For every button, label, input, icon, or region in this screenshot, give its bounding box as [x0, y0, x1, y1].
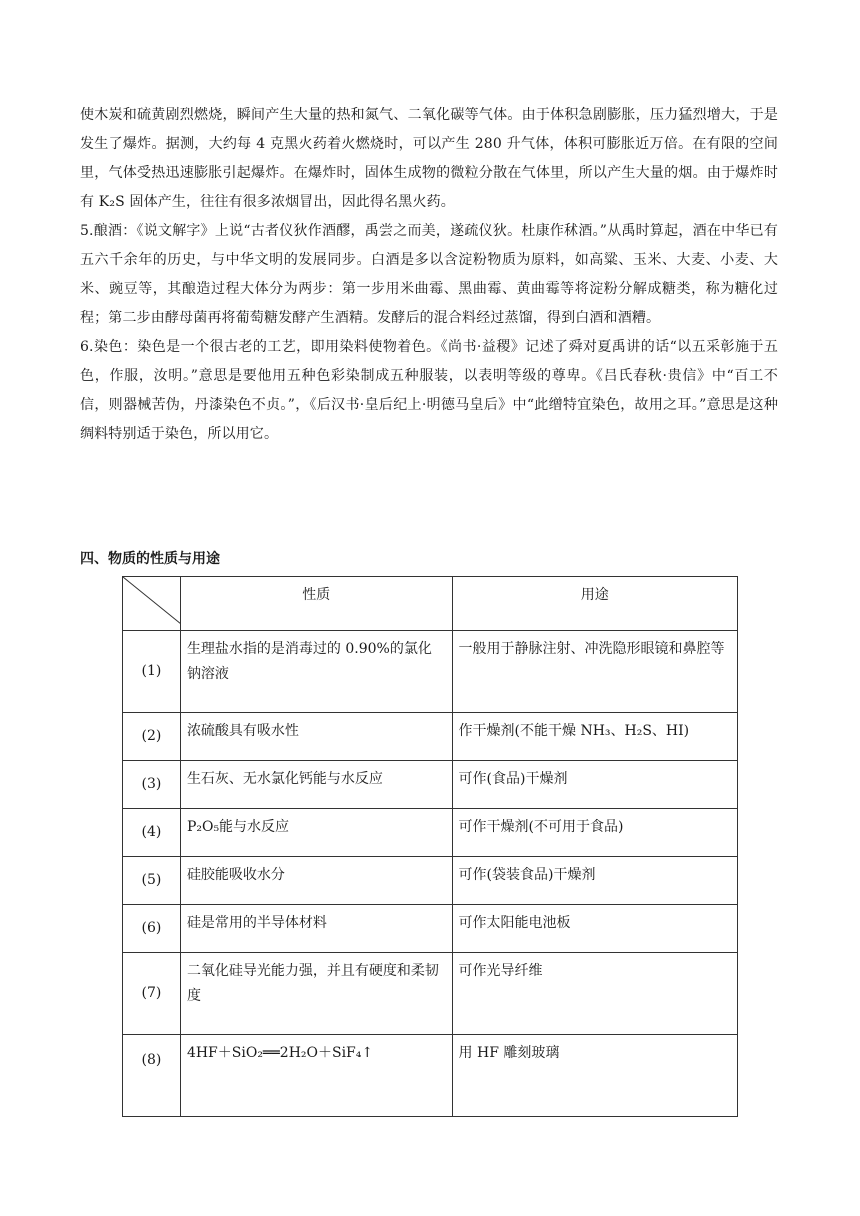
row-use [452, 857, 737, 905]
body-text [80, 101, 778, 449]
property-text: 硅胶能吸收水分 [186, 867, 285, 883]
table-row [123, 809, 738, 857]
row-use [452, 953, 737, 1035]
row-index-text: (8) [141, 1051, 162, 1068]
row-use [452, 631, 737, 713]
header-use: 用途 [452, 577, 737, 631]
use-text: 可作光导纤维 [458, 963, 543, 979]
row-index: (5) [123, 857, 181, 905]
table-row [123, 905, 738, 953]
table-row [123, 713, 738, 761]
property-text: 4HF＋SiO₂══2H₂O＋SiF₄↑ [186, 1045, 374, 1061]
diagonal-corner-cell [123, 577, 181, 631]
row-use [452, 905, 737, 953]
header-property: 性质 [180, 577, 452, 631]
property-text: 硅是常用的半导体材料 [186, 915, 327, 931]
use-text: 可作(袋装食品)干燥剂 [458, 867, 596, 883]
property-text: 二氧化硅导光能力强，并且有硬度和柔韧度 [186, 963, 439, 1004]
property-text: 浓硫酸具有吸水性 [186, 723, 299, 739]
row-use [452, 1035, 737, 1117]
use-text: 一般用于静脉注射、冲洗隐形眼镜和鼻腔等 [458, 641, 725, 657]
section-heading: 四、物质的性质与用途 [80, 551, 220, 567]
row-property [180, 953, 452, 1035]
row-index: (7) [123, 953, 181, 1035]
table-row [123, 1035, 738, 1117]
properties-uses-table [122, 576, 738, 1117]
row-property [180, 713, 452, 761]
row-use [452, 761, 737, 809]
paragraph-dyeing: 6.染色：染色是一个很古老的工艺，即用染料使物着色。《尚书·益稷》记述了舜对夏禹讲的话“以五采彰施于五色，作服，汝明。”意思是要他用五种色彩染制成五种服装，以表明等级的尊卑。《吕氏春秋·贵信》中“百工不信，则器械苦伪，丹漆染色不贞。”，《后汉书·皇后纪上·明德马皇后》中“此缯特宜染色，故用之耳。”意思是这种绸料特别适于染色，所以用它。 [80, 339, 778, 442]
table-row [123, 631, 738, 713]
row-index: (1) [123, 631, 181, 713]
paragraph-gunpowder: 使木炭和硫黄剧烈燃烧，瞬间产生大量的热和氮气、二氧化碳等气体。由于体积急剧膨胀，压力猛烈增大，于是发生了爆炸。据测，大约每 4 克黑火药着火燃烧时，可以产生 280 升气体，体积可膨胀近万倍。在有限的空间里，气体受热迅速膨胀引起爆炸。在爆炸时，固体生成物的微粒分散在气体里，所以产生大量的烟。由于爆炸时有 K₂S 固体产生，往往有很多浓烟冒出，因此得名黑火药。 [80, 107, 778, 210]
table-row [123, 857, 738, 905]
row-property [180, 631, 452, 713]
row-property [180, 857, 452, 905]
paragraph-brewing: 5.酿酒：《说文解字》上说“古者仪狄作酒醪，禹尝之而美，遂疏仪狄。杜康作秫酒。”从禹时算起，酒在中华已有五六千余年的历史，与中华文明的发展同步。白酒是多以含淀粉物质为原料，如高粱、玉米、大麦、小麦、大米、豌豆等，其酿造过程大体分为两步：第一步用米曲霉、黑曲霉、黄曲霉等将淀粉分解成糖类，称为糖化过程；第二步由酵母菌再将葡萄糖发酵产生酒精。发酵后的混合料经过蒸馏，得到白酒和酒糟。 [80, 223, 778, 326]
row-use [452, 809, 737, 857]
row-index: (4) [123, 809, 181, 857]
property-text: 生石灰、无水氯化钙能与水反应 [186, 771, 383, 787]
table-header-row [123, 577, 738, 631]
property-text: 生理盐水指的是消毒过的 0.90%的氯化钠溶液 [186, 641, 432, 682]
row-use [452, 713, 737, 761]
row-property [180, 905, 452, 953]
row-index [123, 1035, 181, 1117]
row-property [180, 1035, 452, 1117]
use-text: 作干燥剂(不能干燥 NH₃、H₂S、HI) [458, 723, 690, 739]
table-row [123, 761, 738, 809]
use-text: 可作(食品)干燥剂 [458, 771, 568, 787]
row-property [180, 809, 452, 857]
use-text: 可作干燥剂(不可用于食品) [458, 819, 624, 835]
use-text: 可作太阳能电池板 [458, 915, 571, 931]
row-index: (6) [123, 905, 181, 953]
diagonal-line-icon [123, 577, 181, 624]
property-text: P₂O₅能与水反应 [186, 819, 290, 835]
row-property [180, 761, 452, 809]
row-index: (3) [123, 761, 181, 809]
use-text: 用 HF 雕刻玻璃 [458, 1045, 560, 1061]
row-index: (2) [123, 713, 181, 761]
table-row [123, 953, 738, 1035]
